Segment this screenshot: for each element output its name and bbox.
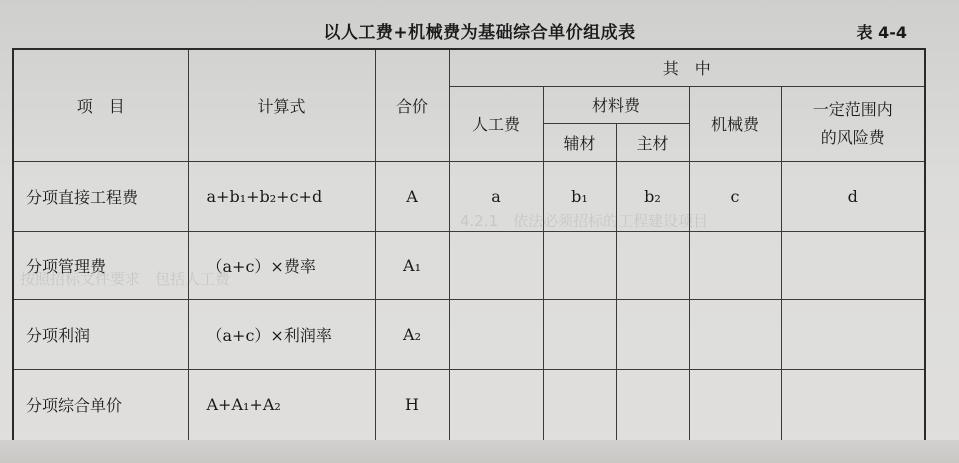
header-risk-line1: 一定范围内: [812, 100, 893, 120]
header-aux: 辅材: [543, 123, 616, 161]
row-total: A: [375, 161, 449, 231]
page-bottom-edge: [0, 440, 959, 463]
row-item: 分项直接工程费: [13, 161, 188, 231]
row-labor: [449, 369, 543, 441]
row-aux: b₁: [543, 161, 616, 231]
header-main: 主材: [616, 123, 689, 161]
header-risk: [781, 86, 925, 161]
row-item: 分项管理费: [13, 231, 188, 299]
row-risk: [781, 231, 925, 299]
row-total: A₁: [375, 231, 449, 299]
row-labor: a: [449, 161, 543, 231]
row-formula: （a+c）×利润率: [188, 299, 375, 369]
header-machine: 机械费: [689, 86, 781, 161]
row-formula: （a+c）×费率: [188, 231, 375, 299]
bleed-through-text: 4.2.1 依法必须招标的工程建设项目: [460, 212, 709, 230]
row-machine: [689, 299, 781, 369]
table-row: [13, 231, 925, 299]
row-machine: c: [689, 161, 781, 231]
row-main: [616, 299, 689, 369]
row-machine: [689, 369, 781, 441]
row-aux: [543, 231, 616, 299]
composition-table: [12, 48, 926, 442]
header-formula: 计算式: [188, 49, 375, 161]
row-total: H: [375, 369, 449, 441]
header-risk-line2: 的风险费: [820, 127, 885, 147]
row-main: b₂: [616, 161, 689, 231]
row-labor: [449, 299, 543, 369]
row-labor: [449, 231, 543, 299]
table-title: 以人工费+机械费为基础综合单价组成表: [323, 23, 636, 43]
row-aux: [543, 369, 616, 441]
header-among: 其 中: [449, 49, 925, 86]
row-total: A₂: [375, 299, 449, 369]
row-item: 分项综合单价: [13, 369, 188, 441]
row-formula: a+b₁+b₂+c+d: [188, 161, 375, 231]
row-risk: d: [781, 161, 925, 231]
row-main: [616, 369, 689, 441]
table-number: 表 4-4: [856, 23, 907, 42]
header-row-1: [13, 49, 925, 86]
row-machine: [689, 231, 781, 299]
row-main: [616, 231, 689, 299]
table-row: [13, 161, 925, 231]
row-aux: [543, 299, 616, 369]
bleed-through-text: 按照招标文件要求 包括人工费: [20, 270, 231, 288]
header-total: 合价: [375, 49, 449, 161]
row-risk: [781, 369, 925, 441]
table-row: [13, 369, 925, 441]
header-material: 材料费: [543, 86, 689, 123]
header-labor: 人工费: [449, 86, 543, 161]
row-risk: [781, 299, 925, 369]
row-formula: A+A₁+A₂: [188, 369, 375, 441]
row-item: 分项利润: [13, 299, 188, 369]
table-row: [13, 299, 925, 369]
header-item: 项 目: [13, 49, 188, 161]
